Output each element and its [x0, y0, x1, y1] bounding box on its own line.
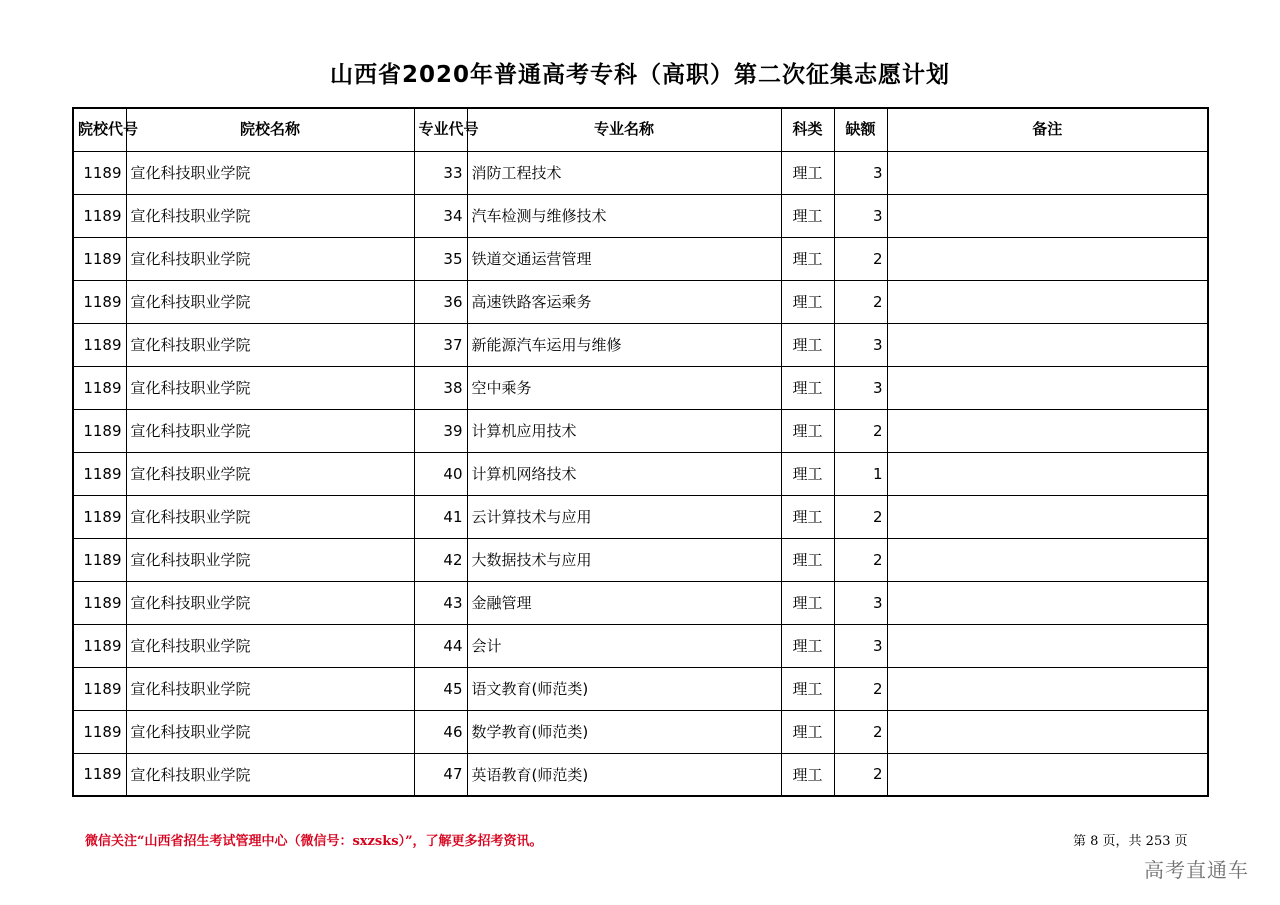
cell-quota: 2 [834, 280, 887, 323]
cell-category: 理工 [781, 495, 834, 538]
cell-category: 理工 [781, 624, 834, 667]
cell-major-code: 40 [414, 452, 467, 495]
cell-school-code: 1189 [73, 581, 126, 624]
cell-major-code: 34 [414, 194, 467, 237]
table-row [73, 624, 1208, 667]
cell-major-code: 42 [414, 538, 467, 581]
cell-remark [887, 667, 1208, 710]
cell-school-code: 1189 [73, 753, 126, 796]
cell-major-name: 新能源汽车运用与维修 [467, 323, 781, 366]
enrollment-plan-table [72, 107, 1209, 797]
cell-school-name: 宣化科技职业学院 [126, 280, 414, 323]
cell-school-code: 1189 [73, 237, 126, 280]
cell-category: 理工 [781, 667, 834, 710]
cell-major-code: 37 [414, 323, 467, 366]
cell-major-code: 39 [414, 409, 467, 452]
table-row [73, 495, 1208, 538]
cell-quota: 2 [834, 538, 887, 581]
cell-school-name: 宣化科技职业学院 [126, 495, 414, 538]
cell-remark [887, 280, 1208, 323]
cell-remark [887, 538, 1208, 581]
table-row [73, 538, 1208, 581]
header-quota: 缺额 [834, 108, 887, 151]
cell-major-name: 高速铁路客运乘务 [467, 280, 781, 323]
table-row [73, 151, 1208, 194]
cell-quota: 2 [834, 710, 887, 753]
cell-category: 理工 [781, 409, 834, 452]
cell-school-name: 宣化科技职业学院 [126, 753, 414, 796]
cell-school-code: 1189 [73, 495, 126, 538]
cell-major-code: 44 [414, 624, 467, 667]
cell-school-name: 宣化科技职业学院 [126, 624, 414, 667]
cell-school-code: 1189 [73, 280, 126, 323]
cell-school-name: 宣化科技职业学院 [126, 710, 414, 753]
cell-remark [887, 409, 1208, 452]
cell-major-name: 金融管理 [467, 581, 781, 624]
cell-major-name: 铁道交通运营管理 [467, 237, 781, 280]
cell-school-name: 宣化科技职业学院 [126, 581, 414, 624]
cell-school-code: 1189 [73, 710, 126, 753]
cell-quota: 3 [834, 581, 887, 624]
table-row [73, 237, 1208, 280]
cell-quota: 3 [834, 194, 887, 237]
cell-major-name: 计算机应用技术 [467, 409, 781, 452]
header-major-code: 专业代号 [414, 108, 467, 151]
cell-school-code: 1189 [73, 194, 126, 237]
header-remark: 备注 [887, 108, 1208, 151]
cell-remark [887, 624, 1208, 667]
cell-major-name: 语文教育(师范类) [467, 667, 781, 710]
cell-major-name: 大数据技术与应用 [467, 538, 781, 581]
cell-remark [887, 581, 1208, 624]
cell-remark [887, 452, 1208, 495]
table-header-row [73, 108, 1208, 151]
cell-school-name: 宣化科技职业学院 [126, 667, 414, 710]
cell-school-name: 宣化科技职业学院 [126, 237, 414, 280]
cell-major-code: 38 [414, 366, 467, 409]
table-row [73, 753, 1208, 796]
cell-school-code: 1189 [73, 151, 126, 194]
cell-remark [887, 753, 1208, 796]
cell-major-name: 云计算技术与应用 [467, 495, 781, 538]
cell-quota: 2 [834, 667, 887, 710]
cell-school-name: 宣化科技职业学院 [126, 366, 414, 409]
cell-category: 理工 [781, 753, 834, 796]
table-row [73, 710, 1208, 753]
header-major-name: 专业名称 [467, 108, 781, 151]
cell-major-name: 会计 [467, 624, 781, 667]
table-row [73, 366, 1208, 409]
cell-category: 理工 [781, 452, 834, 495]
table-row [73, 194, 1208, 237]
cell-major-name: 英语教育(师范类) [467, 753, 781, 796]
cell-quota: 2 [834, 237, 887, 280]
cell-major-code: 43 [414, 581, 467, 624]
table-row [73, 280, 1208, 323]
cell-school-code: 1189 [73, 624, 126, 667]
cell-category: 理工 [781, 237, 834, 280]
cell-school-name: 宣化科技职业学院 [126, 194, 414, 237]
cell-major-name: 空中乘务 [467, 366, 781, 409]
cell-quota: 2 [834, 409, 887, 452]
cell-category: 理工 [781, 280, 834, 323]
cell-school-code: 1189 [73, 409, 126, 452]
page-counter: 第 8 页，共 253 页 [1073, 834, 1188, 849]
header-category: 科类 [781, 108, 834, 151]
cell-remark [887, 194, 1208, 237]
cell-remark [887, 366, 1208, 409]
cell-school-code: 1189 [73, 323, 126, 366]
cell-quota: 2 [834, 753, 887, 796]
table-row [73, 409, 1208, 452]
header-school-name: 院校名称 [126, 108, 414, 151]
table-row [73, 452, 1208, 495]
cell-major-name: 数学教育(师范类) [467, 710, 781, 753]
cell-remark [887, 151, 1208, 194]
cell-major-code: 33 [414, 151, 467, 194]
cell-category: 理工 [781, 323, 834, 366]
cell-major-name: 汽车检测与维修技术 [467, 194, 781, 237]
cell-category: 理工 [781, 151, 834, 194]
cell-school-name: 宣化科技职业学院 [126, 323, 414, 366]
cell-major-code: 35 [414, 237, 467, 280]
cell-remark [887, 323, 1208, 366]
cell-major-code: 36 [414, 280, 467, 323]
cell-remark [887, 495, 1208, 538]
cell-quota: 3 [834, 323, 887, 366]
cell-quota: 3 [834, 151, 887, 194]
watermark-text: 高考直通车 [1144, 858, 1249, 882]
cell-category: 理工 [781, 581, 834, 624]
cell-category: 理工 [781, 538, 834, 581]
cell-major-code: 47 [414, 753, 467, 796]
cell-school-code: 1189 [73, 538, 126, 581]
cell-major-code: 46 [414, 710, 467, 753]
cell-category: 理工 [781, 194, 834, 237]
cell-school-name: 宣化科技职业学院 [126, 409, 414, 452]
cell-remark [887, 237, 1208, 280]
header-school-code: 院校代号 [73, 108, 126, 151]
cell-major-name: 计算机网络技术 [467, 452, 781, 495]
page-title: 山西省2020年普通高考专科（高职）第二次征集志愿计划 [329, 62, 950, 88]
cell-school-code: 1189 [73, 452, 126, 495]
cell-remark [887, 710, 1208, 753]
cell-major-code: 41 [414, 495, 467, 538]
table-row [73, 323, 1208, 366]
table-body [73, 151, 1208, 796]
cell-quota: 3 [834, 624, 887, 667]
cell-school-name: 宣化科技职业学院 [126, 151, 414, 194]
table-row [73, 581, 1208, 624]
cell-school-name: 宣化科技职业学院 [126, 538, 414, 581]
cell-school-name: 宣化科技职业学院 [126, 452, 414, 495]
cell-category: 理工 [781, 710, 834, 753]
cell-school-code: 1189 [73, 667, 126, 710]
cell-quota: 1 [834, 452, 887, 495]
cell-category: 理工 [781, 366, 834, 409]
table-row [73, 667, 1208, 710]
cell-school-code: 1189 [73, 366, 126, 409]
cell-major-name: 消防工程技术 [467, 151, 781, 194]
wechat-notice: 微信关注“山西省招生考试管理中心（微信号：sxzsks）”，了解更多招考资讯。 [85, 834, 543, 849]
cell-major-code: 45 [414, 667, 467, 710]
cell-quota: 2 [834, 495, 887, 538]
cell-quota: 3 [834, 366, 887, 409]
